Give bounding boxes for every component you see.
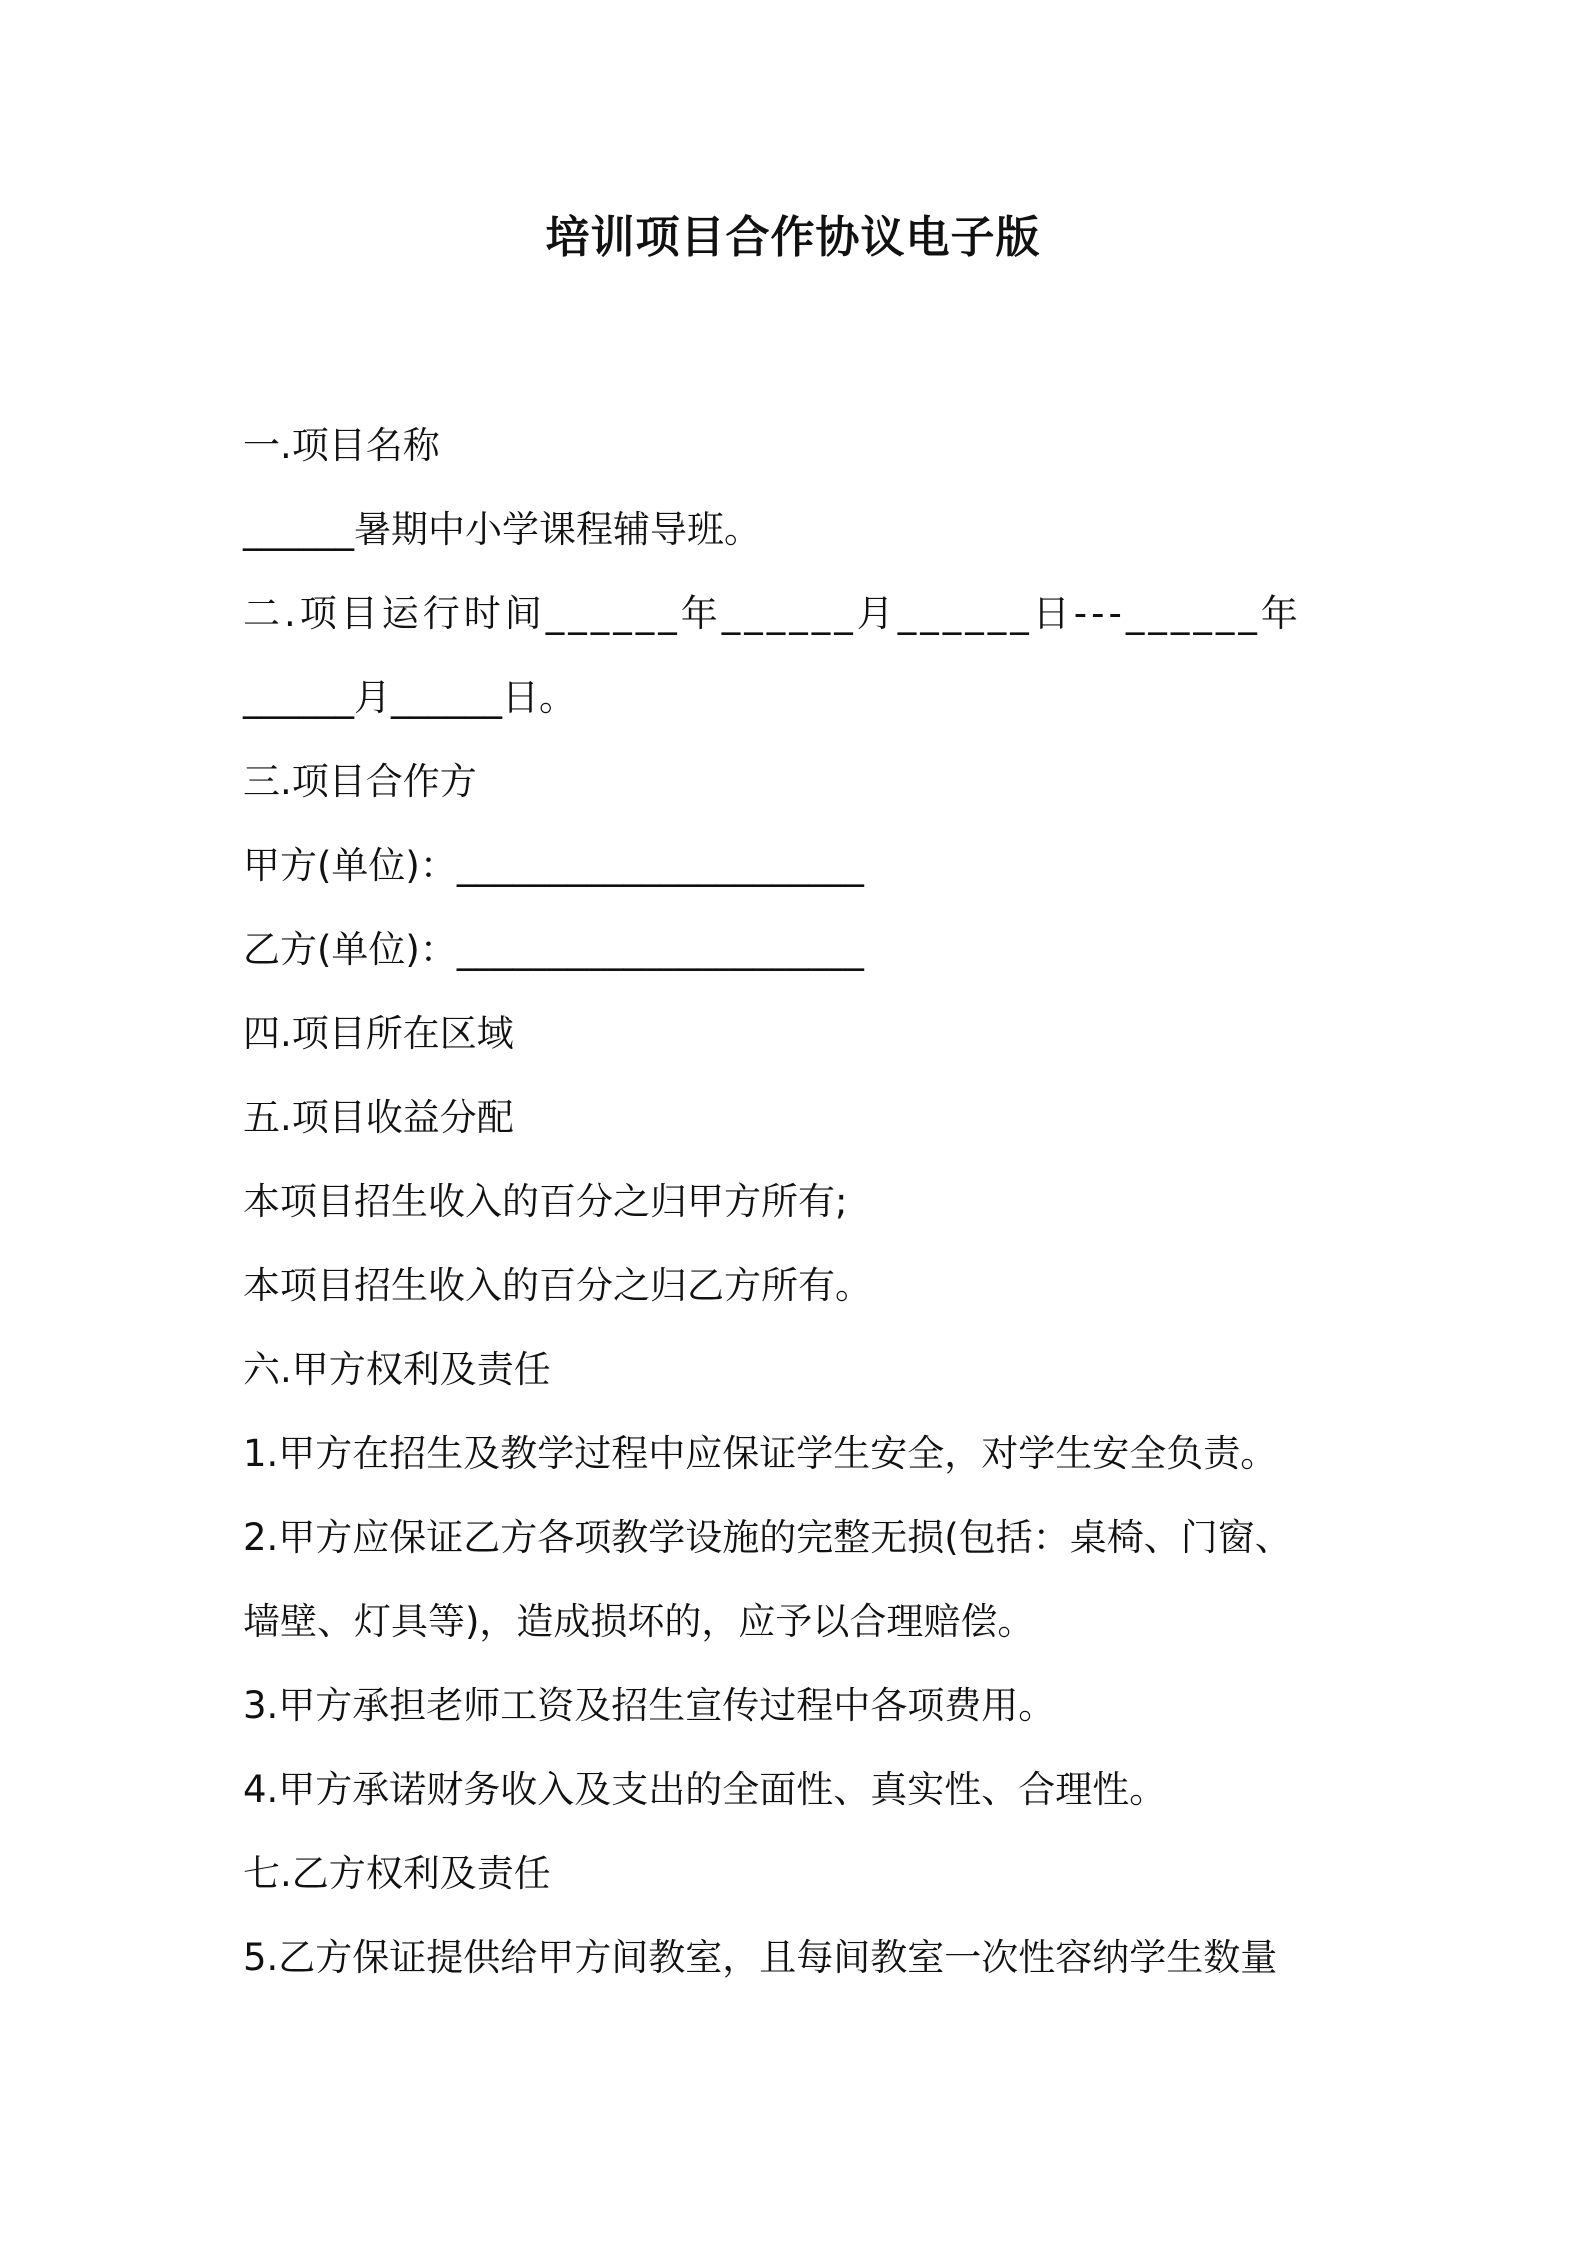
project-name-line: ______暑期中小学课程辅导班。 [243, 508, 761, 551]
document-body [243, 404, 1363, 2000]
party-a-duty-2: 2.甲方应保证乙方各项教学设施的完整无损(包括：桌椅、门窗、 [243, 1516, 1292, 1559]
party-b-line: 乙方(单位)：______________________ [243, 928, 864, 971]
party-a-duty-4: 4.甲方承诺财务收入及支出的全面性、真实性、合理性。 [243, 1768, 1167, 1811]
party-b-duty-5: 5.乙方保证提供给甲方间教室，且每间教室一次性容纳学生数量 [243, 1936, 1278, 1979]
section-heading-revenue: 五.项目收益分配 [243, 1096, 514, 1139]
section-heading-party-b-duties: 七.乙方权利及责任 [243, 1852, 551, 1895]
revenue-party-a: 本项目招生收入的百分之归甲方所有; [243, 1180, 848, 1223]
section-heading-party-a-duties: 六.甲方权利及责任 [243, 1348, 551, 1391]
revenue-party-b: 本项目招生收入的百分之归乙方所有。 [243, 1264, 872, 1307]
section-heading-partners: 三.项目合作方 [243, 760, 477, 803]
section-heading-region: 四.项目所在区域 [243, 1012, 514, 1055]
party-a-duty-3: 3.甲方承担老师工资及招生宣传过程中各项费用。 [243, 1684, 1056, 1727]
party-a-duty-1: 1.甲方在招生及教学过程中应保证学生安全，对学生安全负责。 [243, 1432, 1278, 1475]
document-title: 培训项目合作协议电子版 [545, 212, 1041, 263]
runtime-continuation: ______月______日。 [243, 676, 576, 719]
party-a-duty-2-continuation: 墙壁、灯具等)，造成损坏的，应予以合理赔偿。 [243, 1600, 1035, 1643]
section-heading-project-name: 一.项目名称 [243, 424, 440, 467]
party-a-line: 甲方(单位)：______________________ [243, 844, 864, 887]
section-heading-runtime: 二.项目运行时间______年______月______日---______年 [243, 592, 1302, 635]
